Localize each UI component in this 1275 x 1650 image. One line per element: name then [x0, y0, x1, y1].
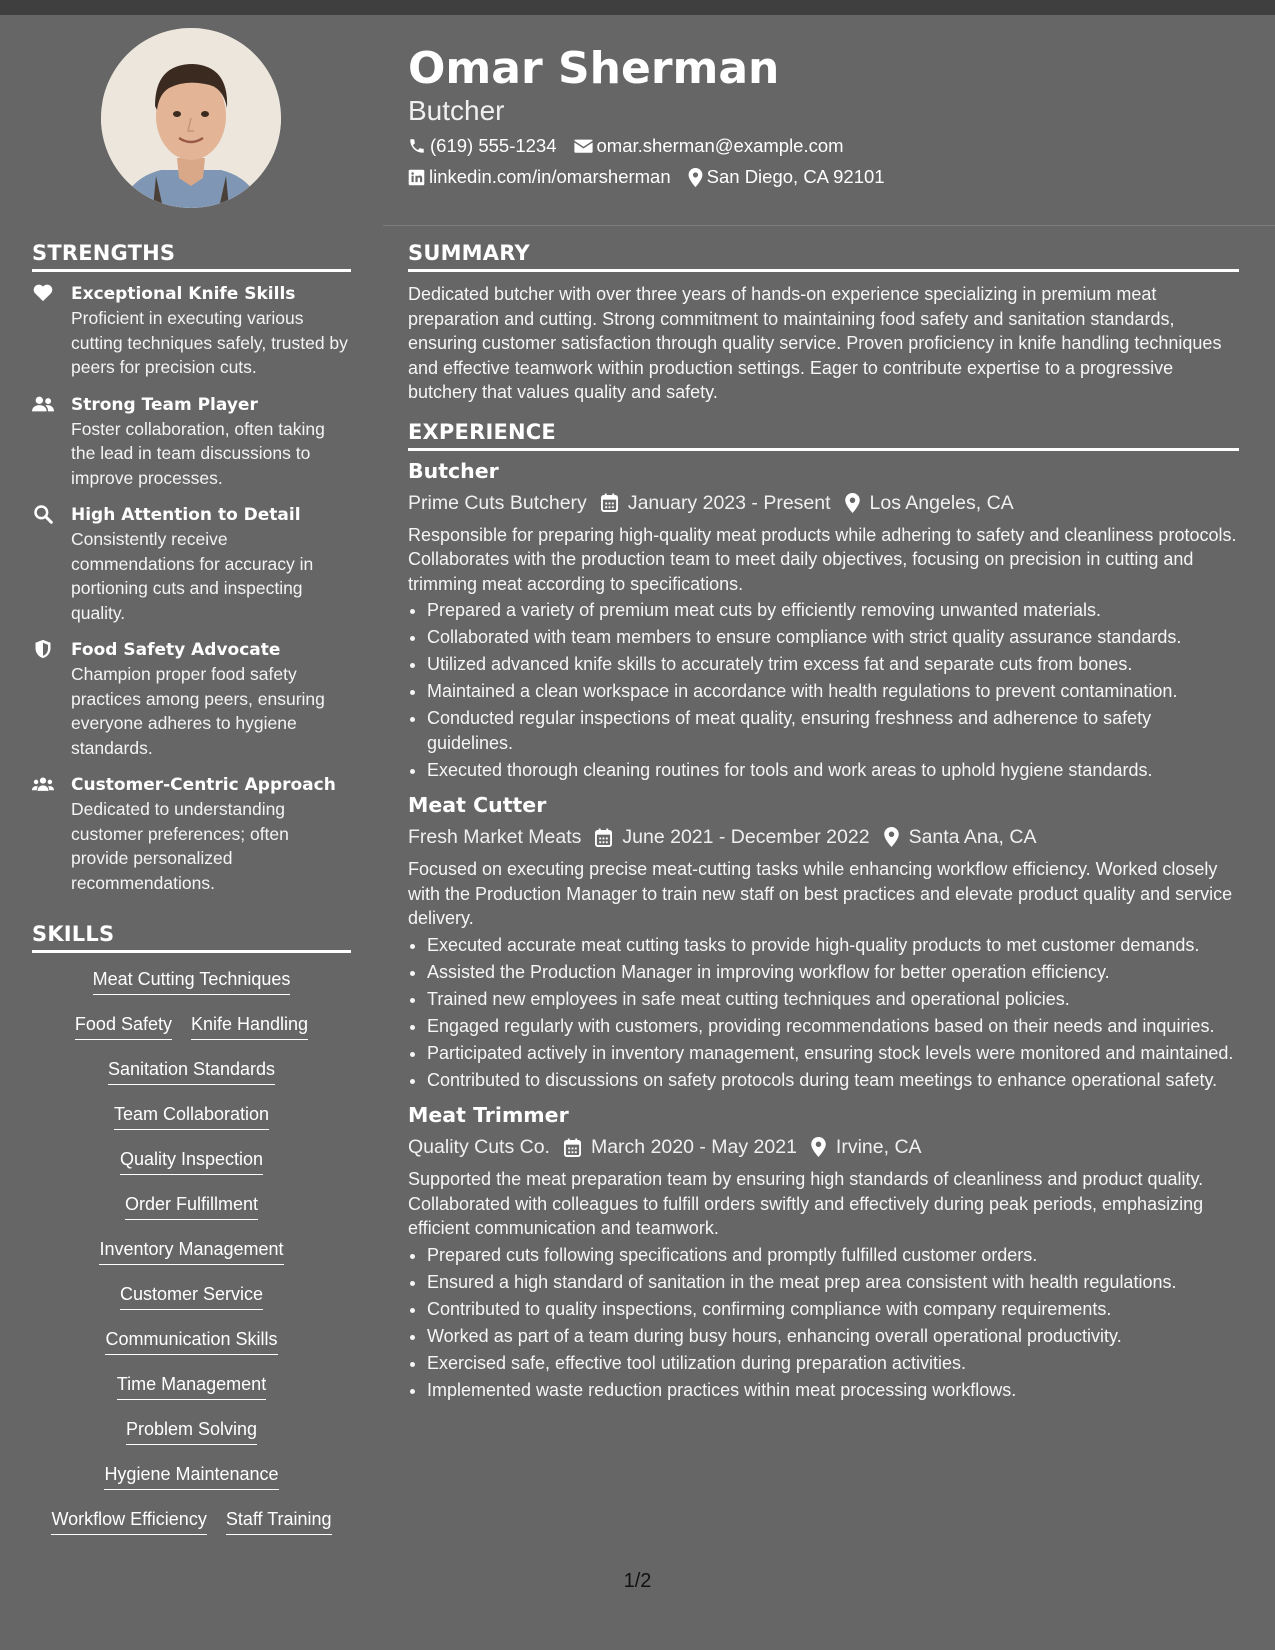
shield-icon: [32, 638, 54, 660]
skills-list: [32, 967, 351, 1552]
skill-tag: Customer Service: [120, 1282, 263, 1310]
page-number: 1/2: [623, 1570, 652, 1592]
job-company: Fresh Market Meats: [408, 826, 582, 849]
skills-heading: SKILLS: [32, 921, 351, 953]
left-column: [32, 240, 351, 1552]
skill-tag: Sanitation Standards: [108, 1057, 275, 1085]
job-location: Irvine, CA: [835, 1136, 922, 1159]
users-icon: [32, 393, 54, 415]
skill-tag: Inventory Management: [99, 1237, 283, 1265]
job-bullet: • Assisted the Production Manager in improving workflow for better operation efficiency.: [427, 960, 1239, 985]
job-entry: [408, 457, 1239, 783]
job-title: Butcher: [408, 458, 499, 483]
skill-tag: Quality Inspection: [120, 1147, 263, 1175]
skill-tag: Knife Handling: [191, 1012, 308, 1040]
phone-text: (619) 555-1234: [430, 135, 557, 156]
job-bullet: • Conducted regular inspections of meat quality, ensuring freshness and adherence to safety guidelines.: [427, 706, 1239, 755]
job-bullet: • Maintained a clean workspace in accordance with health regulations to prevent contamination.: [427, 679, 1239, 704]
skill-tag: Hygiene Maintenance: [104, 1462, 278, 1490]
job-company: Prime Cuts Butchery: [408, 491, 587, 514]
skill-row: [32, 1327, 351, 1372]
job-dates: January 2023 - Present: [627, 491, 831, 514]
map-pin-icon: [884, 827, 899, 847]
job-bullet: • Exercised safe, effective tool utilization during preparation activities.: [427, 1351, 1239, 1376]
skill-tag: Meat Cutting Techniques: [93, 967, 291, 995]
job-bullet: • Trained new employees in safe meat cutting techniques and operational policies.: [427, 987, 1239, 1012]
strength-title: Exceptional Knife Skills: [71, 284, 296, 304]
top-bar: [0, 0, 1275, 15]
envelope-icon: [574, 138, 593, 154]
job-description: Responsible for preparing high-quality meat products while adhering to safety and cleanliness protocols. Collaborates with the production team to meet daily objectives, focusing on precision in cutting and trimming meat according to specifications.: [408, 524, 1237, 594]
job-bullets: [408, 598, 1239, 782]
job-bullet: • Ensured a high standard of sanitation in the meat prep area consistent with health regulations.: [427, 1270, 1239, 1295]
job-title: Meat Cutter: [408, 793, 547, 818]
contact-row-2: [408, 165, 902, 189]
job-bullets: [408, 1243, 1239, 1403]
candidate-role: Butcher: [408, 95, 505, 126]
job-bullets: [408, 933, 1239, 1093]
skill-row: [32, 1057, 351, 1102]
job-dates: March 2020 - May 2021: [590, 1136, 797, 1159]
strength-item: [32, 282, 351, 380]
heart-icon: [32, 282, 54, 304]
candidate-name: Omar Sherman: [408, 43, 780, 94]
job-bullet: • Executed thorough cleaning routines for tools and work areas to uphold hygiene standards.: [427, 758, 1239, 783]
skill-tag: Team Collaboration: [114, 1102, 269, 1130]
job-company: Quality Cuts Co.: [408, 1136, 550, 1159]
job-location: Santa Ana, CA: [908, 826, 1037, 849]
strength-title: Food Safety Advocate: [71, 640, 281, 660]
skill-tag: Communication Skills: [105, 1327, 277, 1355]
strength-item: [32, 638, 351, 760]
job-bullet: • Worked as part of a team during busy hours, enhancing overall operational productivity.: [427, 1324, 1239, 1349]
linkedin-icon: [408, 169, 425, 186]
summary-text: Dedicated butcher with over three years of hands-on experience specializing in premium meat preparation and cutting. Strong commitment to maintaining food safety and sanitation standards, ensuring customer satisfaction through quality service. Proven proficiency in knife handling techniques and effective teamwork within production settings. Eager to contribute expertise to a progressive butchery that values quality and safety.: [408, 284, 1222, 403]
job-bullet: • Implemented waste reduction practices within meat processing workflows.: [427, 1378, 1239, 1403]
skill-tag: Staff Training: [226, 1507, 332, 1535]
strength-item: [32, 503, 351, 625]
contact-location: [688, 165, 885, 189]
job-meta: [408, 489, 1239, 517]
strength-desc: Proficient in executing various cutting techniques safely, trusted by peers for precision cuts.: [71, 308, 348, 377]
location-text: San Diego, CA 92101: [706, 166, 885, 187]
strength-item: [32, 773, 351, 895]
header-divider: [383, 225, 1275, 226]
job-entry: [408, 791, 1239, 1092]
skill-row: [32, 967, 351, 1012]
job-description: Focused on executing precise meat-cutting tasks while enhancing workflow efficiency. Worked closely with the Production Manager to train new staff on best practices and elevate product quality and service delivery.: [408, 859, 1233, 929]
user-group-icon: [32, 773, 54, 795]
email-text: omar.sherman@example.com: [596, 135, 844, 156]
skill-tag: Workflow Efficiency: [51, 1507, 206, 1535]
job-meta: [408, 823, 1239, 851]
map-pin-icon: [811, 1137, 826, 1157]
strength-desc: Consistently receive commendations for accuracy in portioning cuts and inspecting quality.: [71, 529, 314, 623]
job-title: Meat Trimmer: [408, 1103, 569, 1128]
calendar-icon: [564, 1138, 581, 1157]
skill-tag: Time Management: [117, 1372, 266, 1400]
job-bullet: • Contributed to quality inspections, confirming compliance with company requirements.: [427, 1297, 1239, 1322]
skill-row: [32, 1237, 351, 1282]
skill-row: [32, 1192, 351, 1237]
phone-icon: [408, 137, 426, 155]
map-pin-icon: [845, 493, 860, 513]
job-entry: [408, 1101, 1239, 1402]
right-column: [408, 240, 1239, 1411]
summary-heading: SUMMARY: [408, 240, 1239, 272]
skill-row: [32, 1282, 351, 1327]
strength-title: Strong Team Player: [71, 394, 258, 415]
experience-list: [408, 457, 1239, 1403]
strength-desc: Dedicated to understanding customer preferences; often provide personalized recommendations.: [71, 799, 289, 893]
experience-heading: EXPERIENCE: [408, 419, 1239, 451]
skill-tag: Order Fulfillment: [125, 1192, 258, 1220]
skill-row: [32, 1372, 351, 1417]
strength-title: High Attention to Detail: [71, 505, 301, 525]
skill-tag: Food Safety: [75, 1012, 172, 1040]
map-pin-icon: [688, 168, 703, 187]
job-bullet: • Prepared a variety of premium meat cuts by efficiently removing unwanted materials.: [427, 598, 1239, 623]
profile-photo: [101, 28, 281, 208]
job-meta: [408, 1133, 1239, 1161]
strength-item: [32, 393, 351, 491]
calendar-icon: [595, 828, 612, 847]
contact-email[interactable]: [574, 134, 844, 158]
job-bullet: • Engaged regularly with customers, providing recommendations based on their needs and inquiries.: [427, 1014, 1239, 1039]
strength-title: Customer-Centric Approach: [71, 775, 336, 795]
strength-desc: Champion proper food safety practices among peers, ensuring everyone adheres to hygiene standards.: [71, 664, 325, 758]
skill-row: [32, 1102, 351, 1147]
skill-row: [32, 1147, 351, 1192]
skill-row: [32, 1012, 351, 1057]
job-bullet: • Utilized advanced knife skills to accurately trim excess fat and separate cuts from bones.: [427, 652, 1239, 677]
job-bullet: • Contributed to discussions on safety protocols during team meetings to enhance operational safety.: [427, 1068, 1239, 1093]
job-bullet: • Prepared cuts following specifications and promptly fulfilled customer orders.: [427, 1243, 1239, 1268]
contact-row-1: [408, 134, 861, 158]
skill-tag: Problem Solving: [126, 1417, 257, 1445]
job-bullet: • Participated actively in inventory management, ensuring stock levels were monitored and maintained.: [427, 1041, 1239, 1066]
job-location: Los Angeles, CA: [869, 491, 1014, 514]
linkedin-text: linkedin.com/in/omarsherman: [429, 166, 671, 187]
skill-row: [32, 1462, 351, 1507]
job-description: Supported the meat preparation team by ensuring high standards of cleanliness and product quality. Collaborated with colleagues to fulfill orders swiftly and effectively during peak periods, emphasizing efficient communication and teamwork.: [408, 1169, 1204, 1239]
skill-row: [32, 1417, 351, 1462]
contact-phone[interactable]: [408, 134, 557, 158]
strength-desc: Foster collaboration, often taking the lead in team discussions to improve processes.: [71, 418, 325, 488]
strengths-heading: STRENGTHS: [32, 240, 351, 272]
job-bullet: • Executed accurate meat cutting tasks to provide high-quality products to met customer demands.: [427, 933, 1239, 958]
contact-linkedin[interactable]: [408, 165, 671, 189]
skill-row: [32, 1507, 351, 1552]
search-icon: [32, 503, 54, 525]
job-dates: June 2021 - December 2022: [622, 826, 870, 849]
calendar-icon: [601, 493, 618, 512]
job-bullet: • Collaborated with team members to ensure compliance with strict quality assurance standards.: [427, 625, 1239, 650]
